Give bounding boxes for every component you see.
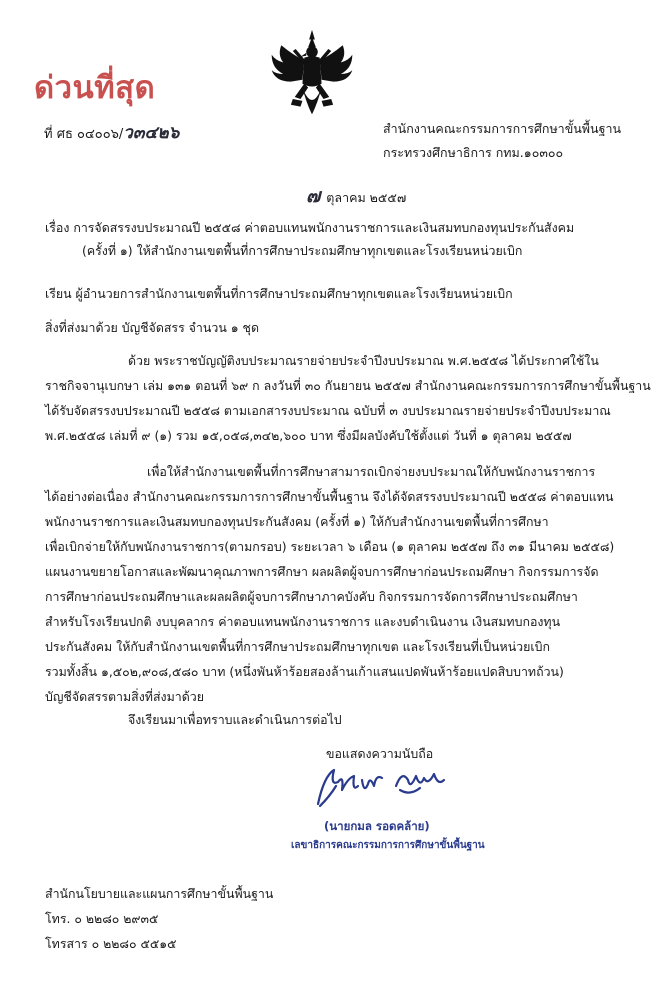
issuing-ministry-address: กระทรวงศึกษาธิการ กทม.๑๐๓๐๐ — [383, 145, 564, 160]
footer-department: สำนักนโยบายและแผนการศึกษาขั้นพื้นฐาน — [45, 886, 274, 901]
garuda-emblem-icon — [264, 26, 360, 122]
signer-name: (นายกมล รอดคล้าย) — [324, 819, 430, 833]
closing-request: จึงเรียนมาเพื่อทราบและดำเนินการต่อไป — [128, 712, 342, 727]
paragraph-2-line: การศึกษาก่อนประถมศึกษาและผลผลิตผู้จบการศึกษาภาคบังคับ กิจกรรมการจัดการศึกษาประถมศึกษา — [45, 589, 578, 604]
date-month-year: ตุลาคม ๒๕๕๗ — [326, 190, 407, 205]
letter-date — [306, 181, 406, 211]
urgent-stamp: ด่วนที่สุด — [34, 70, 156, 106]
footer-phone: โทร. ๐ ๒๒๘๐ ๒๙๓๕ — [45, 911, 159, 926]
complimentary-close: ขอแสดงความนับถือ — [326, 746, 434, 761]
paragraph-1-line: ได้รับจัดสรรงบประมาณปี ๒๕๕๘ ตามเอกสารงบประมาณ ฉบับที่ ๓ งบประมาณรายจ่ายประจำปีงบประมาณ — [45, 403, 611, 418]
paragraph-2-line: เพื่อเบิกจ่ายให้กับพนักงานราชการ(ตามกรอบ) ระยะเวลา ๖ เดือน (๑ ตุลาคม ๒๕๕๗ ถึง ๓๑ มีนาคม ๒๕๕๘) — [45, 539, 615, 554]
paragraph-1-line: ด้วย พระราชบัญญัติงบประมาณรายจ่ายประจำปีงบประมาณ พ.ศ.๒๕๕๘ ได้ประกาศใช้ใน — [128, 353, 599, 368]
paragraph-2-line: สำหรับโรงเรียนปกติ งบบุคลากร ค่าตอบแทนพนักงานราชการ และงบดำเนินงาน เงินสมทบกองทุน — [45, 614, 561, 629]
issuing-office: สำนักงานคณะกรรมการการศึกษาขั้นพื้นฐาน — [383, 121, 622, 136]
addressee: เรียน ผู้อำนวยการสำนักงานเขตพื้นที่การศึกษาประถมศึกษาทุกเขตและโรงเรียนหน่วยเบิก — [45, 286, 513, 301]
paragraph-2-line: ได้อย่างต่อเนื่อง สำนักงานคณะกรรมการการศึกษาขั้นพื้นฐาน จึงได้จัดสรรงบประมาณปี ๒๕๕๘ ค่าตอบแทน — [45, 489, 614, 504]
signer-title: เลขาธิการคณะกรรมการการศึกษาขั้นพื้นฐาน — [291, 840, 485, 851]
paragraph-2-line: รวมทั้งสิ้น ๑,๕๐๒,๙๐๘,๕๘๐ บาท (หนึ่งพันห้าร้อยสองล้านเก้าแสนแปดพันห้าร้อยแปดสิบบาทถ้วน) — [45, 664, 564, 679]
date-day-handwritten: ๗ — [306, 185, 321, 207]
subject-line-2: (ครั้งที่ ๑) ให้สำนักงานเขตพื้นที่การศึกษาประถมศึกษาทุกเขตและโรงเรียนหน่วยเบิก — [82, 243, 523, 258]
footer-fax: โทรสาร ๐ ๒๒๘๐ ๕๕๑๕ — [45, 936, 177, 951]
paragraph-2-line: แผนงานขยายโอกาสและพัฒนาคุณภาพการศึกษา ผลผลิตผู้จบการศึกษาก่อนประถมศึกษา กิจกรรมการจัด — [45, 564, 599, 579]
paragraph-2-line: บัญชีจัดสรรตามสิ่งที่ส่งมาด้วย — [45, 689, 204, 704]
enclosure: สิ่งที่ส่งมาด้วย บัญชีจัดสรร จำนวน ๑ ชุด — [45, 320, 259, 335]
handwritten-signature — [300, 756, 470, 812]
paragraph-2-line: พนักงานราชการและเงินสมทบกองทุนประกันสังคม (ครั้งที่ ๑) ให้กับสำนักงานเขตพื้นที่การศึกษา — [45, 514, 549, 529]
document-number-prefix: ที่ ศธ ๐๔๐๐๖/ — [44, 127, 124, 142]
paragraph-2-line: ประกันสังคม ให้กับสำนักงานเขตพื้นที่การศึกษาประถมศึกษาทุกเขต และโรงเรียนที่เป็นหน่วยเบิก — [45, 639, 550, 654]
paragraph-1-line: ราชกิจจานุเบกษา เล่ม ๑๓๑ ตอนที่ ๖๙ ก ลงวันที่ ๓๐ กันยายน ๒๕๕๗ สำนักงานคณะกรรมการการศึกษาขั้นพื้นฐาน — [45, 378, 651, 393]
subject-line-1: เรื่อง การจัดสรรงบประมาณปี ๒๕๕๘ ค่าตอบแทนพนักงานราชการและเงินสมทบกองทุนประกันสังคม — [45, 220, 575, 235]
paragraph-2-line: เพื่อให้สำนักงานเขตพื้นที่การศึกษาสามารถเบิกจ่ายงบประมาณให้กับพนักงานราชการ — [147, 464, 596, 479]
paragraph-1-line: พ.ศ.๒๕๕๘ เล่มที่ ๙ (๑) รวม ๑๕,๐๕๘,๓๔๒,๖๐๐ บาท ซึ่งมีผลบังคับใช้ตั้งแต่ วันที่ ๑ ตุลาคม ๒๕๕๗ — [45, 428, 572, 443]
document-number-handwritten: ว๓๔๒๖ — [123, 123, 180, 143]
document-number — [44, 119, 179, 146]
